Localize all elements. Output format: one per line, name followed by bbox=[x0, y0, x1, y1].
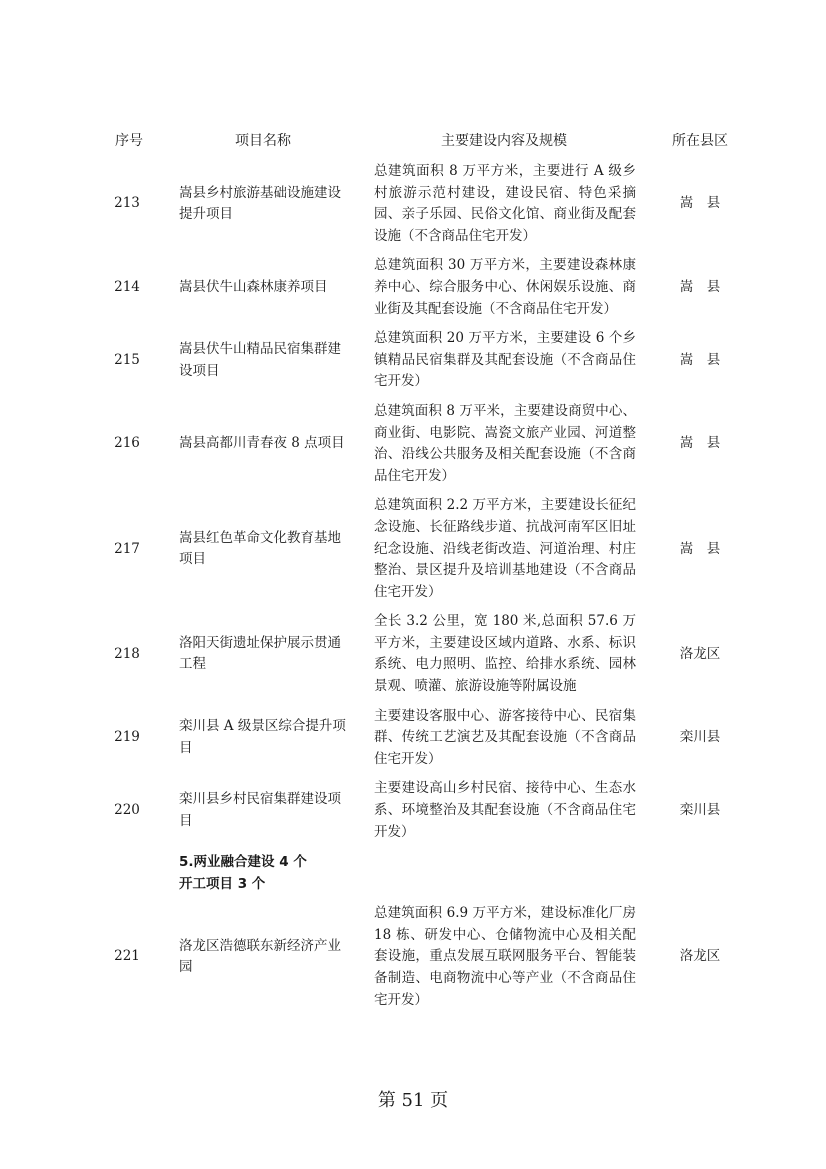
project-county: 嵩 县 bbox=[679, 195, 721, 212]
project-name: 洛阳天街遗址保护展示贯通工程 bbox=[179, 634, 341, 673]
header-county: 所在县区 bbox=[672, 133, 728, 149]
row-number: 219 bbox=[114, 729, 140, 746]
project-content: 全长 3.2 公里，宽 180 米,总面积 57.6 万平方米，主要建设区域内道路、水系、标识系统、电力照明、监控、给排水系统、园林景观、喷灌、旅游设施等附属设施 bbox=[374, 613, 636, 695]
table-row bbox=[100, 157, 760, 251]
table-row bbox=[100, 774, 760, 847]
table-row bbox=[100, 899, 760, 1015]
page-number: 第 51 页 bbox=[377, 1090, 449, 1111]
section-heading-row bbox=[100, 847, 760, 899]
table-row bbox=[100, 607, 760, 701]
project-name: 嵩县红色革命文化教育基地项目 bbox=[179, 529, 341, 568]
project-content: 主要建设客服中心、游客接待中心、民宿集群、传统工艺演艺及其配套设施（不含商品住宅开发） bbox=[374, 707, 636, 767]
project-name: 嵩县高都川青春夜 8 点项目 bbox=[179, 435, 345, 452]
project-content: 总建筑面积 8 万平米，主要建设商贸中心、商业街、电影院、嵩瓷文旅产业园、河道整治、沿线公共服务及相关配套设施（不含商品住宅开发） bbox=[374, 402, 636, 484]
project-county: 嵩 县 bbox=[679, 435, 721, 452]
project-name: 洛龙区浩德联东新经济产业园 bbox=[179, 937, 341, 976]
table-row bbox=[100, 324, 760, 397]
project-county: 栾川县 bbox=[679, 729, 721, 746]
table-header-row bbox=[100, 123, 760, 157]
section-title: 5.两业融合建设 4 个 bbox=[179, 854, 307, 871]
header-content: 主要建设内容及规模 bbox=[441, 133, 567, 149]
project-name: 栾川县 A 级景区综合提升项目 bbox=[179, 718, 346, 757]
project-county: 嵩 县 bbox=[679, 540, 721, 557]
project-content: 总建筑面积 6.9 万平方米，建设标准化厂房 18 栋、研发中心、仓储物流中心及相关配套设施，重点发展互联网服务平台、智能装备制造、电商物流中心等产业（不含商品住宅开发） bbox=[374, 905, 636, 1008]
project-content: 总建筑面积 2.2 万平方米，主要建设长征纪念设施、长征路线步道、抗战河南军区旧址纪念设施、沿线老街改造、河道治理、村庄整治、景区提升及培训基地建设（不含商品住宅开发） bbox=[374, 497, 636, 600]
row-number: 213 bbox=[114, 195, 140, 212]
project-content: 总建筑面积 20 万平方米，主要建设 6 个乡镇精品民宿集群及其配套设施（不含商品住宅开发） bbox=[374, 330, 636, 390]
section-heading bbox=[158, 847, 368, 899]
project-county: 嵩 县 bbox=[679, 351, 721, 368]
row-number: 221 bbox=[114, 948, 140, 965]
row-number: 220 bbox=[114, 802, 140, 819]
table-row bbox=[100, 702, 760, 775]
header-name: 项目名称 bbox=[235, 133, 291, 149]
project-name: 嵩县乡村旅游基础设施建设提升项目 bbox=[179, 184, 341, 223]
project-county: 洛龙区 bbox=[679, 645, 721, 662]
project-table bbox=[100, 123, 760, 1015]
project-name: 嵩县伏牛山精品民宿集群建设项目 bbox=[179, 340, 341, 379]
row-number: 215 bbox=[114, 351, 140, 368]
project-content: 总建筑面积 30 万平方米，主要建设森林康养中心、综合服务中心、休闲娱乐设施、商业街及其配套设施（不含商品住宅开发） bbox=[374, 257, 636, 317]
project-content: 总建筑面积 8 万平方米，主要进行 A 级乡村旅游示范村建设，建设民宿、特色采摘园、亲子乐园、民俗文化馆、商业街及配套设施（不含商品住宅开发） bbox=[374, 163, 636, 244]
row-number: 217 bbox=[114, 540, 140, 557]
project-content: 主要建设高山乡村民宿、接待中心、生态水系、环境整治及其配套设施（不含商品住宅开发） bbox=[374, 780, 636, 840]
table-row bbox=[100, 397, 760, 491]
section-subtitle: 开工项目 3 个 bbox=[179, 876, 266, 893]
project-county: 洛龙区 bbox=[679, 948, 721, 965]
row-number: 214 bbox=[114, 278, 140, 295]
project-name: 栾川县乡村民宿集群建设项目 bbox=[179, 791, 341, 829]
table-row bbox=[100, 491, 760, 607]
row-number: 218 bbox=[114, 645, 140, 662]
header-no: 序号 bbox=[115, 133, 143, 149]
project-county: 嵩 县 bbox=[679, 278, 721, 295]
row-number: 216 bbox=[114, 435, 140, 452]
table-row bbox=[100, 251, 760, 324]
project-county: 栾川县 bbox=[679, 802, 721, 819]
project-name: 嵩县伏牛山森林康养项目 bbox=[179, 278, 328, 295]
